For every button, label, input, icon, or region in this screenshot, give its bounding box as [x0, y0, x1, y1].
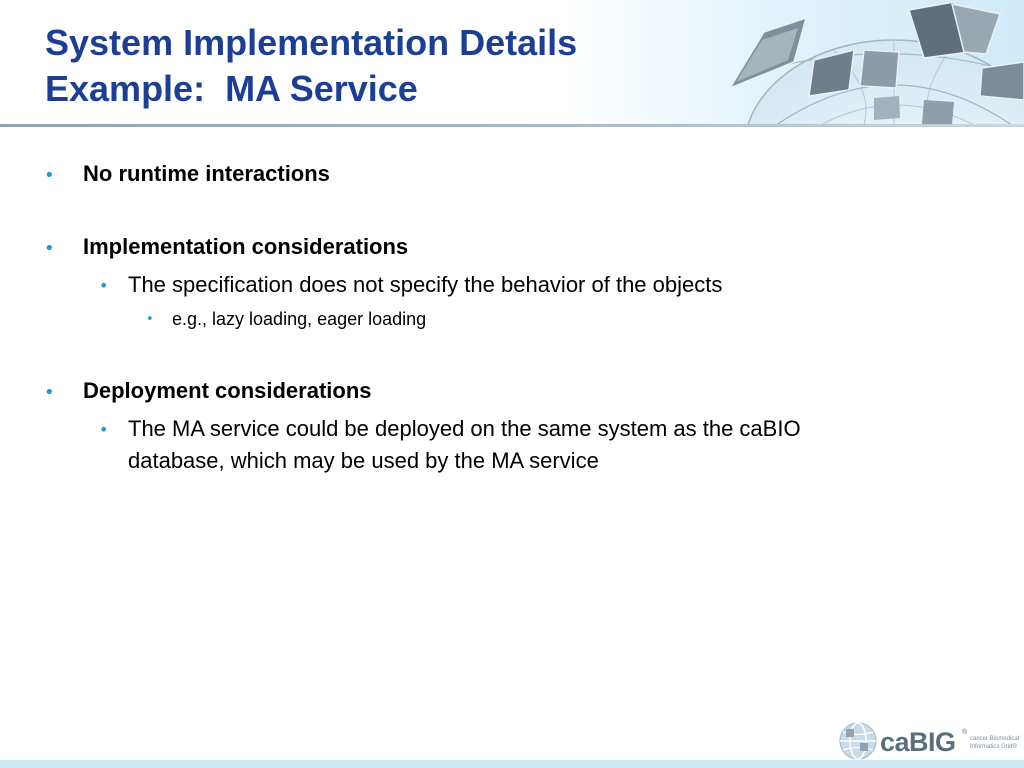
logo-tagline: cancer Biomedical Informatics Grid® [970, 736, 1020, 750]
sub-bullet-deploy-line-1: The MA service could be deployed on the same system as the caBIO [128, 416, 801, 441]
bullet-deployment: Deployment considerations [83, 378, 372, 403]
bullet-marker: • [44, 165, 55, 186]
logo-wordmark: caBIG [880, 727, 956, 757]
sub-bullet-deploy-line-2: database, which may be used by the MA service [128, 448, 599, 473]
sub-sub-bullet-loading: e.g., lazy loading, eager loading [172, 309, 427, 329]
bullet-no-runtime: No runtime interactions [83, 161, 330, 186]
title-line-1: System Implementation Details [45, 22, 578, 63]
globe-logo-icon [838, 721, 878, 761]
bullet-marker: • [44, 238, 55, 259]
bullet-marker: • [44, 382, 55, 403]
bullet-implementation: Implementation considerations [83, 234, 409, 259]
logo-registered-mark: ® [962, 729, 968, 736]
sub-bullet-marker: • [99, 276, 109, 295]
footer-band [0, 760, 1024, 768]
title-line-2: Example: MA Service [45, 68, 418, 109]
sub-bullet-marker: • [99, 420, 109, 439]
sub-sub-bullet-marker: • [146, 312, 154, 327]
sub-bullet-specification: The specification does not specify the behavior of the objects [128, 272, 723, 297]
